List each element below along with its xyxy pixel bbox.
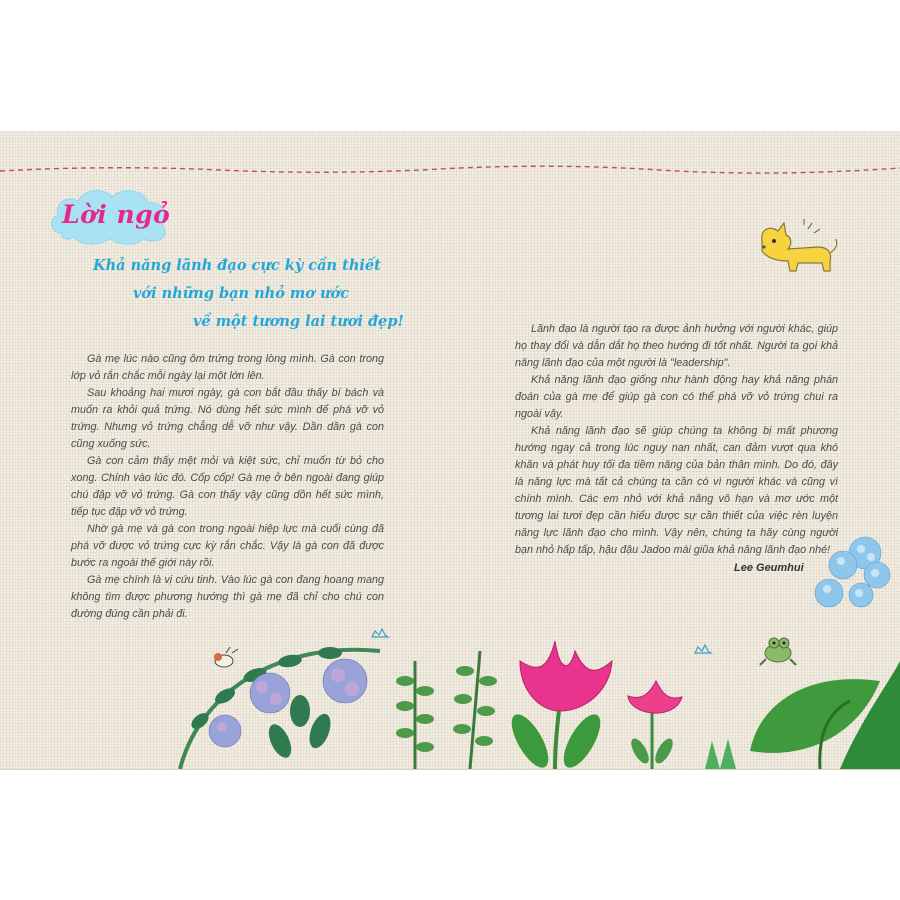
subtitle-line-2: với những bạn nhỏ mơ ước — [133, 285, 350, 302]
pink-tulip — [505, 641, 612, 769]
paragraph: Lãnh đạo là người tạo ra được ảnh hưởng với người khác, giúp họ thay đổi và dẫn dắt họ theo hướng đi tốt nhất. Người ta gọi khả năng lãnh đạo của một người là "leadership". — [515, 323, 838, 369]
paragraph: Khả năng lãnh đạo giống như hành động hay khả năng phán đoán của gà mẹ để giúp gà con có thể phá vỡ vỏ trứng chui ra ngoài vậy. — [515, 374, 838, 420]
blue-hydrangea-illustration — [805, 531, 900, 621]
paragraph: Khả năng lãnh đạo sẽ giúp chúng ta không bị mất phương hướng ngay cả trong lúc nguy nan nhất, can đảm vượt qua khó khăn và phát huy tối đa tiềm năng của bản thân mình. Do đó, đây là năng lực mà tất cả chúng ta cần có vì người khác và cũng vì chính mình. Các em nhỏ với khả năng vô hạn và mơ ước một tương lai tươi đẹp cần hiểu được sự cần thiết của việc rèn luyện năng lực lãnh đạo cho mình. Vậy nên, chúng ta hãy cùng người bạn nhỏ hấp tấp, hậu đậu Jadoo mài giũa khả năng lãnh đạo nhé! — [515, 425, 838, 556]
stitch-line — [0, 157, 900, 181]
frog — [760, 638, 796, 665]
paragraph: Nhờ gà mẹ và gà con trong ngoài hiệp lực mà cuối cùng đã phá vỡ được vỏ trứng cực kỳ rắn chắc. Vậy là gà con đã được bước ra ngoài thế giới này rồi. — [71, 523, 384, 569]
left-text-column — [71, 351, 384, 623]
book-spread — [0, 131, 900, 770]
paragraph: Gà mẹ lúc nào cũng ôm trứng trong lòng mình. Gà con trong lớp vỏ rắn chắc mỗi ngày lại một lớn lên. — [71, 353, 384, 382]
pink-flower — [628, 681, 682, 769]
flower-illustration — [0, 601, 900, 769]
subtitle-line-3: về một tương lai tươi đẹp! — [193, 313, 404, 330]
paragraph: Gà con cảm thấy mệt mỏi và kiệt sức, chỉ muốn từ bỏ cho xong. Chính vào lúc đó. Cốp cốp! Gà mẹ ở bên ngoài đang giúp chú đập vỡ vỏ trứng. Gà con thấy vậy cũng dồn hết sức mình, tiếp tục đập vỡ vỏ trứng. — [71, 455, 384, 518]
subtitle-line-1: Khả năng lãnh đạo cực kỳ cần thiết — [93, 257, 381, 274]
bee — [214, 647, 238, 667]
paragraph: Sau khoảng hai mươi ngày, gà con bắt đầu thấy bí bách và muốn ra khỏi quả trứng. Nó dùng hết sức mình để phá vỡ vỏ trứng. Nhưng vỏ trứng chẳng dễ vỡ như vậy. Dần dần gà con cũng xuống sức. — [71, 387, 384, 450]
paragraph: Gà mẹ chính là vị cứu tinh. Vào lúc gà con đang hoang mang không tìm được phương hướng thì gà mẹ đã chỉ cho chú con đường đúng cần phải đi. — [71, 574, 384, 620]
author-signature: Lee Geumhui — [734, 562, 804, 574]
dog-icon — [748, 219, 840, 277]
page-title: Lời ngỏ — [62, 200, 171, 229]
green-leaf — [750, 661, 900, 769]
right-text-column — [515, 321, 838, 559]
